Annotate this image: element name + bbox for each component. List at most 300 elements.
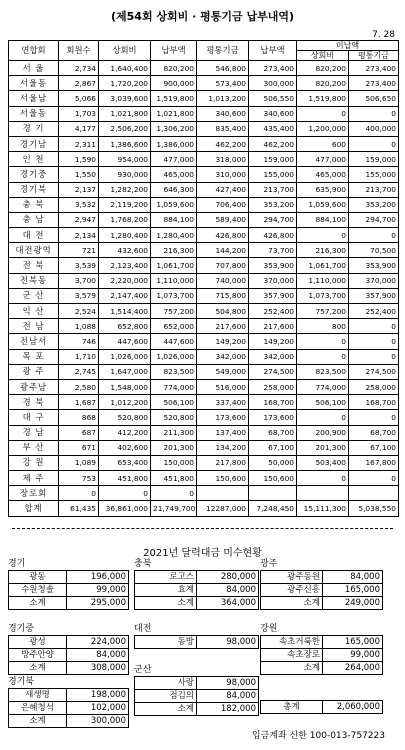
church-name: 로고스: [135, 571, 197, 584]
fee-cell: 447,600: [99, 334, 151, 349]
unpaid-fee-cell: 1,073,700: [297, 288, 349, 303]
church-name: 동방: [135, 636, 197, 649]
paid-cell: 477,000: [151, 152, 197, 167]
unpaid-fund-cell: [349, 486, 399, 501]
fund-cell: 707,800: [197, 258, 249, 273]
paid-cell: 1,306,200: [151, 121, 197, 136]
paid2-cell: 7,248,450: [249, 501, 297, 517]
unpaid-fee-cell: 0: [297, 106, 349, 121]
members-cell: 61,435: [59, 501, 99, 517]
fee-cell: 520,800: [99, 410, 151, 425]
group-name: 경기: [8, 559, 26, 569]
unpaid-fee-cell: 0: [297, 334, 349, 349]
unpaid-fee-cell: 201,300: [297, 440, 349, 455]
paid2-cell: 370,000: [249, 273, 297, 288]
region-cell: 전북동: [9, 273, 59, 288]
paid-cell: 21,749,700: [151, 501, 197, 517]
paid2-cell: 353,900: [249, 258, 297, 273]
region-cell: 전남서: [9, 334, 59, 349]
fund-cell: 426,800: [197, 228, 249, 243]
fund-cell: 150,600: [197, 471, 249, 486]
col-paid2: 납부액: [249, 41, 297, 61]
region-cell: 대 전: [9, 228, 59, 243]
col-members: 회원수: [59, 41, 99, 61]
col-region: 연합회: [9, 41, 59, 61]
fee-cell: 1,026,000: [99, 349, 151, 364]
unpaid-fee-cell: 0: [297, 349, 349, 364]
table-row: [9, 61, 399, 76]
fund-cell: 427,400: [197, 182, 249, 197]
amount: 99,000: [67, 584, 129, 597]
church-name: 광주신흥: [261, 584, 323, 597]
col-unpaid-fee: 상회비: [297, 51, 349, 61]
paid2-cell: 273,400: [249, 61, 297, 76]
fund-cell: 137,400: [197, 425, 249, 440]
fee-cell: 0: [99, 486, 151, 501]
table-row: [9, 273, 399, 288]
unpaid-fund-cell: 0: [349, 228, 399, 243]
fund-cell: 342,000: [197, 349, 249, 364]
subtotal-label: 소계: [261, 662, 323, 675]
paid-cell: 900,000: [151, 76, 197, 91]
subtotal-amount: 300,000: [67, 715, 129, 728]
paid-cell: 757,200: [151, 304, 197, 319]
fee-cell: 2,123,400: [99, 258, 151, 273]
unpaid-fee-cell: 800: [297, 319, 349, 334]
paid2-cell: 68,700: [249, 425, 297, 440]
subtotal-row: [135, 597, 259, 610]
table-row: [9, 228, 399, 243]
list-item: [261, 636, 383, 649]
paid2-cell: 173,600: [249, 410, 297, 425]
fee-cell: 3,039,600: [99, 91, 151, 106]
table-row: [9, 379, 399, 394]
list-item: [9, 584, 129, 597]
paid2-cell: 159,000: [249, 152, 297, 167]
fee-cell: 2,119,200: [99, 197, 151, 212]
col-fund: 평통기금: [197, 41, 249, 61]
fee-cell: 930,000: [99, 167, 151, 182]
fund-cell: 740,000: [197, 273, 249, 288]
unpaid-fund-cell: 0: [349, 471, 399, 486]
unpaid-fee-cell: 1,200,000: [297, 121, 349, 136]
fee-cell: 2,506,200: [99, 121, 151, 136]
paid2-cell: 353,200: [249, 197, 297, 212]
members-cell: 1,550: [59, 167, 99, 182]
paid-cell: 652,000: [151, 319, 197, 334]
subtotal-row: [9, 715, 129, 728]
table-row: [9, 258, 399, 273]
subtotal-row: [9, 662, 129, 675]
region-cell: 장로회: [9, 486, 59, 501]
fund-cell: 1,013,200: [197, 91, 249, 106]
members-cell: 746: [59, 334, 99, 349]
table-row: [9, 167, 399, 182]
paid2-cell: [249, 486, 297, 501]
members-cell: 671: [59, 440, 99, 455]
church-name: 은혜청석: [9, 702, 67, 715]
list-item: [135, 584, 259, 597]
members-cell: 868: [59, 410, 99, 425]
fund-cell: 462,200: [197, 136, 249, 151]
unpaid-fee-cell: 465,000: [297, 167, 349, 182]
paid-cell: 1,026,000: [151, 349, 197, 364]
fund-cell: 504,800: [197, 304, 249, 319]
members-cell: 1,590: [59, 152, 99, 167]
paid2-cell: 150,600: [249, 471, 297, 486]
paid-cell: 465,000: [151, 167, 197, 182]
members-cell: 2,947: [59, 212, 99, 227]
fee-cell: 1,386,600: [99, 136, 151, 151]
fee-cell: 2,220,000: [99, 273, 151, 288]
fund-cell: [197, 486, 249, 501]
paid2-cell: 149,200: [249, 334, 297, 349]
dashed-divider: [12, 528, 393, 529]
table-row: [9, 152, 399, 167]
unpaid-fund-cell: 274,500: [349, 364, 399, 379]
members-cell: 1,088: [59, 319, 99, 334]
subtotal-row: [261, 597, 383, 610]
unpaid-fee-cell: 1,519,800: [297, 91, 349, 106]
unpaid-fee-cell: 1,061,700: [297, 258, 349, 273]
paid-cell: 447,600: [151, 334, 197, 349]
fund-cell: 173,600: [197, 410, 249, 425]
amount: 224,000: [67, 636, 129, 649]
unpaid-fee-cell: 506,100: [297, 395, 349, 410]
members-cell: 0: [59, 486, 99, 501]
fee-cell: 1,514,400: [99, 304, 151, 319]
fund-cell: 589,400: [197, 212, 249, 227]
subtotal-amount: 264,000: [323, 662, 383, 675]
paid2-cell: 213,700: [249, 182, 297, 197]
paid2-cell: 300,000: [249, 76, 297, 91]
page-title: (제54회 상회비 · 평통기금 납부내역): [111, 10, 294, 23]
region-cell: 서울동: [9, 76, 59, 91]
paid-cell: 1,280,400: [151, 228, 197, 243]
table-row: [9, 182, 399, 197]
date-label: 7. 28: [372, 30, 395, 40]
region-cell: 서울동: [9, 106, 59, 121]
group-gunsan: [134, 664, 259, 716]
unpaid-fee-cell: 0: [297, 410, 349, 425]
paid-cell: 1,021,800: [151, 106, 197, 121]
paid-cell: 774,000: [151, 379, 197, 394]
amount: 98,000: [197, 636, 259, 649]
unpaid-fund-cell: 400,000: [349, 121, 399, 136]
list-item: [135, 677, 259, 690]
list-item: [135, 636, 259, 649]
region-cell: 군 산: [9, 288, 59, 303]
region-cell: 경기북: [9, 182, 59, 197]
members-cell: 2,134: [59, 228, 99, 243]
unpaid-fund-cell: 168,700: [349, 395, 399, 410]
paid-cell: 1,519,800: [151, 91, 197, 106]
region-cell: 인 천: [9, 152, 59, 167]
table-row: [9, 212, 399, 227]
members-cell: 3,532: [59, 197, 99, 212]
fee-cell: 652,800: [99, 319, 151, 334]
unpaid-fee-cell: 1,059,600: [297, 197, 349, 212]
members-cell: 4,177: [59, 121, 99, 136]
region-cell: 서울남: [9, 91, 59, 106]
subtotal-label: 소계: [135, 703, 197, 716]
region-cell: 경기남: [9, 136, 59, 151]
paid-cell: 520,800: [151, 410, 197, 425]
list-item: [9, 636, 129, 649]
unpaid-fee-cell: 774,000: [297, 379, 349, 394]
fund-cell: 217,800: [197, 455, 249, 470]
amount: 165,000: [323, 636, 383, 649]
arrears-title: 2021년 달력대금 미수현황: [143, 548, 262, 559]
unpaid-fund-cell: 273,400: [349, 61, 399, 76]
list-item: [9, 649, 129, 662]
paid-cell: 150,000: [151, 455, 197, 470]
fund-cell: 516,000: [197, 379, 249, 394]
group-name: 경기북: [8, 677, 35, 687]
members-cell: 2,734: [59, 61, 99, 76]
unpaid-fee-cell: 15,111,300: [297, 501, 349, 517]
bank-account-info: 입금계좌 신한 100-013-757223: [251, 731, 385, 741]
unpaid-fund-cell: 353,200: [349, 197, 399, 212]
paid-cell: 1,061,700: [151, 258, 197, 273]
paid2-cell: 73,700: [249, 243, 297, 258]
group-gangwon: [260, 623, 383, 675]
amount: 280,000: [197, 571, 259, 584]
subtotal-label: 소계: [135, 597, 197, 610]
col-unpaid-fund: 평통기금: [349, 51, 399, 61]
members-cell: 2,524: [59, 304, 99, 319]
fee-cell: 2,147,400: [99, 288, 151, 303]
subtotal-label: 소계: [261, 597, 323, 610]
unpaid-fund-cell: 70,500: [349, 243, 399, 258]
unpaid-fund-cell: 258,000: [349, 379, 399, 394]
subtotal-row: [261, 662, 383, 675]
subtotal-amount: 249,000: [323, 597, 383, 610]
table-row: [9, 440, 399, 455]
group-name: 충북: [134, 559, 152, 569]
paid-cell: 823,500: [151, 364, 197, 379]
church-name: 광동: [9, 571, 67, 584]
members-cell: 753: [59, 471, 99, 486]
subtotal-label: 소계: [9, 715, 67, 728]
unpaid-fee-cell: 823,500: [297, 364, 349, 379]
members-cell: 721: [59, 243, 99, 258]
fund-cell: 318,000: [197, 152, 249, 167]
fee-cell: 954,000: [99, 152, 151, 167]
unpaid-fee-cell: 820,200: [297, 76, 349, 91]
unpaid-fee-cell: 884,100: [297, 212, 349, 227]
group-name: 대전: [134, 624, 152, 634]
region-cell: 전 남: [9, 319, 59, 334]
paid-cell: 646,300: [151, 182, 197, 197]
paid2-cell: 258,000: [249, 379, 297, 394]
unpaid-fund-cell: 294,700: [349, 212, 399, 227]
table-row: [9, 288, 399, 303]
table-row: [9, 349, 399, 364]
paid2-cell: 506,550: [249, 91, 297, 106]
subtotal-amount: 295,000: [67, 597, 129, 610]
church-name: 속초거룩한: [261, 636, 323, 649]
group-gyeonggi: [8, 558, 129, 610]
fund-cell: 149,200: [197, 334, 249, 349]
grand-total-amount: 2,060,000: [323, 701, 383, 714]
subtotal-amount: 182,000: [197, 703, 259, 716]
region-cell: 합계: [9, 501, 59, 517]
region-cell: 광 주: [9, 364, 59, 379]
table-row: [9, 136, 399, 151]
members-cell: 2,311: [59, 136, 99, 151]
paid2-cell: 342,000: [249, 349, 297, 364]
subtotal-row: [9, 597, 129, 610]
fee-cell: 451,800: [99, 471, 151, 486]
paid-cell: 506,100: [151, 395, 197, 410]
paid2-cell: 426,800: [249, 228, 297, 243]
unpaid-fee-cell: 600: [297, 136, 349, 151]
fee-cell: 653,400: [99, 455, 151, 470]
list-item: [261, 571, 383, 584]
group-name: 강원: [260, 624, 278, 634]
group-gyeonggi-buk: [8, 676, 129, 728]
members-cell: 2,580: [59, 379, 99, 394]
paid2-cell: 168,700: [249, 395, 297, 410]
amount: 84,000: [197, 584, 259, 597]
table-row: [9, 304, 399, 319]
paid2-cell: 274,500: [249, 364, 297, 379]
paid-cell: 884,100: [151, 212, 197, 227]
region-cell: 강 원: [9, 455, 59, 470]
unpaid-fund-cell: 167,800: [349, 455, 399, 470]
list-item: [261, 649, 383, 662]
fund-cell: 12287,000: [197, 501, 249, 517]
region-cell: 익 산: [9, 304, 59, 319]
region-cell: 서 울: [9, 61, 59, 76]
region-cell: 대전광역: [9, 243, 59, 258]
paid2-cell: 50,000: [249, 455, 297, 470]
unpaid-fee-cell: 635,900: [297, 182, 349, 197]
unpaid-fund-cell: 5,038,550: [349, 501, 399, 517]
paid2-cell: 340,600: [249, 106, 297, 121]
amount: 198,000: [67, 689, 129, 702]
fee-cell: 412,200: [99, 425, 151, 440]
paid-cell: 201,300: [151, 440, 197, 455]
church-name: 수원청솔: [9, 584, 67, 597]
list-item: [135, 690, 259, 703]
table-row: [9, 197, 399, 212]
region-cell: 제 주: [9, 471, 59, 486]
amount: 165,000: [323, 584, 383, 597]
paid2-cell: 217,600: [249, 319, 297, 334]
paid-cell: 211,300: [151, 425, 197, 440]
amount: 99,000: [323, 649, 383, 662]
subtotal-row: [135, 703, 259, 716]
unpaid-fee-cell: 503,400: [297, 455, 349, 470]
fee-cell: 402,600: [99, 440, 151, 455]
total-row: [9, 501, 399, 517]
header-row: [9, 41, 399, 51]
members-cell: 1,687: [59, 395, 99, 410]
table-row: [9, 121, 399, 136]
table-row: [9, 455, 399, 470]
unpaid-fund-cell: 213,700: [349, 182, 399, 197]
paid2-cell: 252,400: [249, 304, 297, 319]
group-name: 광주: [260, 559, 278, 569]
paid-cell: 1,110,000: [151, 273, 197, 288]
unpaid-fund-cell: 0: [349, 319, 399, 334]
paid2-cell: 294,700: [249, 212, 297, 227]
grand-total-label: 총계: [261, 701, 323, 714]
region-cell: 대 구: [9, 410, 59, 425]
fund-cell: 835,400: [197, 121, 249, 136]
region-cell: 경 남: [9, 425, 59, 440]
members-cell: 2,867: [59, 76, 99, 91]
table-row: [9, 425, 399, 440]
unpaid-fund-cell: 67,100: [349, 440, 399, 455]
members-cell: 1,710: [59, 349, 99, 364]
unpaid-fee-cell: 820,200: [297, 61, 349, 76]
fee-cell: 1,282,200: [99, 182, 151, 197]
unpaid-fee-cell: 0: [297, 228, 349, 243]
col-unpaid: 미납액: [297, 41, 399, 51]
members-cell: 3,539: [59, 258, 99, 273]
unpaid-fund-cell: 159,000: [349, 152, 399, 167]
unpaid-fee-cell: 757,200: [297, 304, 349, 319]
fee-cell: 1,012,200: [99, 395, 151, 410]
paid2-cell: 462,200: [249, 136, 297, 151]
paid-cell: 1,073,700: [151, 288, 197, 303]
region-cell: 충 남: [9, 212, 59, 227]
unpaid-fee-cell: 216,300: [297, 243, 349, 258]
table-row: [9, 364, 399, 379]
grand-total: [260, 700, 383, 714]
church-name: 점김의: [135, 690, 197, 703]
table-row: [9, 334, 399, 349]
list-item: [9, 702, 129, 715]
unpaid-fee-cell: 1,110,000: [297, 273, 349, 288]
paid-cell: 1,386,000: [151, 136, 197, 151]
unpaid-fund-cell: 370,000: [349, 273, 399, 288]
fund-cell: 310,000: [197, 167, 249, 182]
table-row: [9, 486, 399, 501]
amount: 84,000: [67, 649, 129, 662]
table-row: [9, 243, 399, 258]
fee-cell: 1,768,200: [99, 212, 151, 227]
fee-cell: 1,021,800: [99, 106, 151, 121]
subtotal-label: 소계: [9, 597, 67, 610]
region-cell: 광주남: [9, 379, 59, 394]
fund-cell: 706,400: [197, 197, 249, 212]
fund-cell: 134,200: [197, 440, 249, 455]
paid2-cell: 357,900: [249, 288, 297, 303]
church-name: 광주동원: [261, 571, 323, 584]
region-cell: 경기중: [9, 167, 59, 182]
church-name: 방주안양: [9, 649, 67, 662]
table-row: [9, 410, 399, 425]
unpaid-fund-cell: 0: [349, 106, 399, 121]
fund-cell: 546,800: [197, 61, 249, 76]
unpaid-fund-cell: 0: [349, 349, 399, 364]
fee-cell: 1,720,200: [99, 76, 151, 91]
amount: 196,000: [67, 571, 129, 584]
fund-cell: 549,000: [197, 364, 249, 379]
group-name: 경기중: [8, 624, 35, 634]
region-cell: 경 북: [9, 395, 59, 410]
fund-cell: 217,600: [197, 319, 249, 334]
region-cell: 충 북: [9, 197, 59, 212]
church-name: 새생명: [9, 689, 67, 702]
fund-cell: 144,200: [197, 243, 249, 258]
members-cell: 1,703: [59, 106, 99, 121]
subtotal-amount: 364,000: [197, 597, 259, 610]
